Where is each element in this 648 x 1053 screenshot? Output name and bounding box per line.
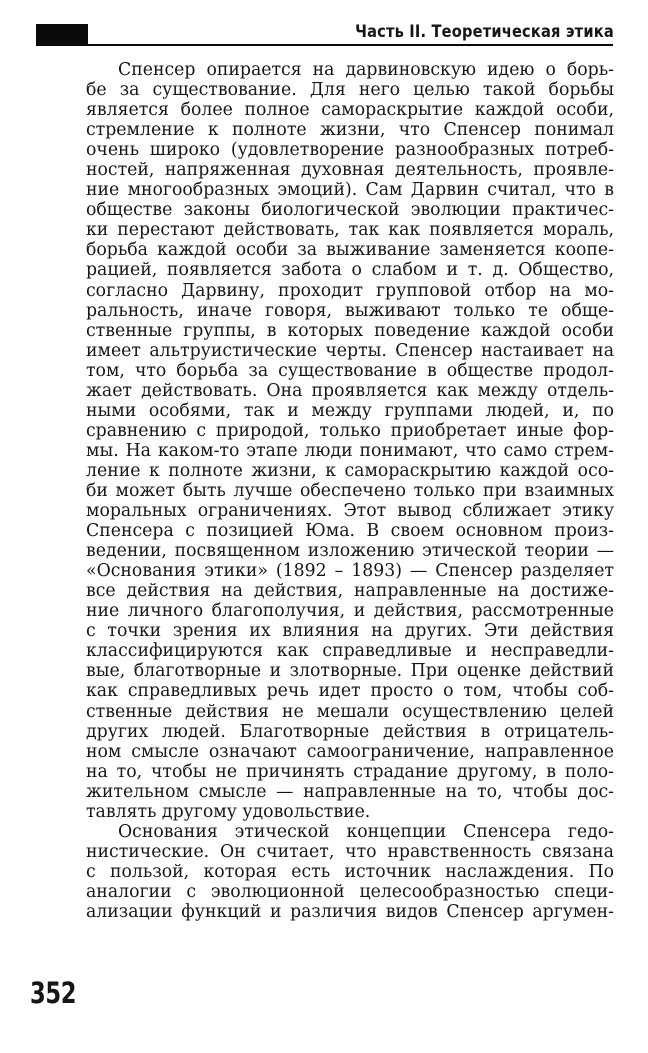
text-line: ностей, напряженная духовная деятельность, проявле- — [86, 160, 614, 181]
text-line: ными особями, так и между группами людей, и, по — [86, 400, 614, 421]
text-line: с пользой, которая есть источник наслаждения. По — [86, 861, 614, 882]
text-line: ализации функций и различия видов Спенсер аргумен- — [86, 901, 614, 922]
text-line: является более полное самораскрытие каждой особи, — [86, 100, 614, 121]
text-line: рацией, появляется забота о слабом и т. д. Общество, — [86, 260, 614, 281]
text-line: других людей. Благотворные действия в отрицатель- — [86, 721, 614, 742]
text-line: «Основания этики» (1892 – 1893) — Спенсер разделяет — [86, 561, 614, 582]
text-line: стремление к полноте жизни, что Спенсер понимал — [86, 120, 614, 141]
text-line: ление к полноте жизни, к самораскрытию каждой осо- — [86, 460, 614, 481]
text-line: сравнению с природой, только приобретает иные фор- — [86, 420, 614, 441]
text-line: тавлять другому удовольствие. — [86, 801, 371, 822]
text-line: согласно Дарвину, проходит групповой отбор на мо- — [86, 280, 614, 301]
text-line: ральность, иначе говоря, выживают только те обще- — [86, 300, 614, 321]
text-line: ние личного благополучия, и действия, рассмотренные — [86, 601, 614, 622]
body-text — [86, 60, 614, 922]
text-line: ки перестают действовать, так как появляется мораль, — [86, 220, 614, 241]
text-line: ном смысле означают самоограничение, направленное — [86, 741, 614, 762]
text-line: Спенсер опирается на дарвиновскую идею о борь- — [118, 60, 614, 80]
running-header-title: Часть II. Теоретическая этика — [355, 22, 614, 42]
text-line: ведении, посвященном изложению этической теории — — [86, 541, 614, 562]
header-decorative-bar — [36, 24, 88, 46]
text-line: нистические. Он считает, что нравственность связана — [86, 841, 614, 862]
text-line: на то, чтобы не причинять страдание другому, в поло- — [86, 761, 614, 782]
text-line: вые, благотворные и злотворные. При оценке действий — [86, 661, 614, 682]
text-line: жительном смысле — направленные на то, чтобы дос- — [86, 781, 614, 802]
text-line: мы. На каком-то этапе люди понимают, что само стрем- — [86, 440, 614, 461]
text-line: классифицируются как справедливые и несправедли- — [86, 641, 614, 662]
text-line: моральных ограничениях. Этот вывод сближает этику — [86, 501, 614, 522]
text-line: как справедливых речь идет просто о том, чтобы соб- — [86, 681, 614, 702]
text-line: жает действовать. Она проявляется как между отдель- — [86, 380, 614, 401]
text-line: обществе законы биологической эволюции практичес- — [86, 200, 614, 221]
text-line: ственные действия не мешали осуществлению целей — [86, 701, 614, 722]
text-line: все действия на действия, направленные на достиже- — [86, 581, 614, 602]
text-line: Спенсера с позицией Юма. В своем основном произ- — [86, 521, 614, 542]
text-line: ние многообразных эмоций). Сам Дарвин считал, что в — [86, 180, 614, 201]
page-number: 352 — [30, 976, 77, 1010]
text-line: аналогии с эволюционной целесообразностью специ- — [86, 881, 614, 902]
text-line: бе за существование. Для него целью такой борьбы — [86, 80, 614, 101]
text-line: би может быть лучше обеспечено только при взаимных — [86, 480, 614, 501]
text-line: ственные группы, в которых поведение каждой особи — [86, 320, 614, 341]
header-rule — [88, 44, 613, 46]
text-line: том, что борьба за существование в обществе продол- — [86, 360, 614, 381]
text-line: Основания этической концепции Спенсера гедо- — [118, 821, 614, 842]
text-line: имеет альтруистические черты. Спенсер настаивает на — [86, 340, 614, 361]
text-line: с точки зрения их влияния на других. Эти действия — [86, 621, 614, 642]
text-line: борьба каждой особи за выживание заменяется коопе- — [86, 240, 614, 261]
text-line: очень широко (удовлетворение разнообразных потреб- — [86, 140, 614, 161]
